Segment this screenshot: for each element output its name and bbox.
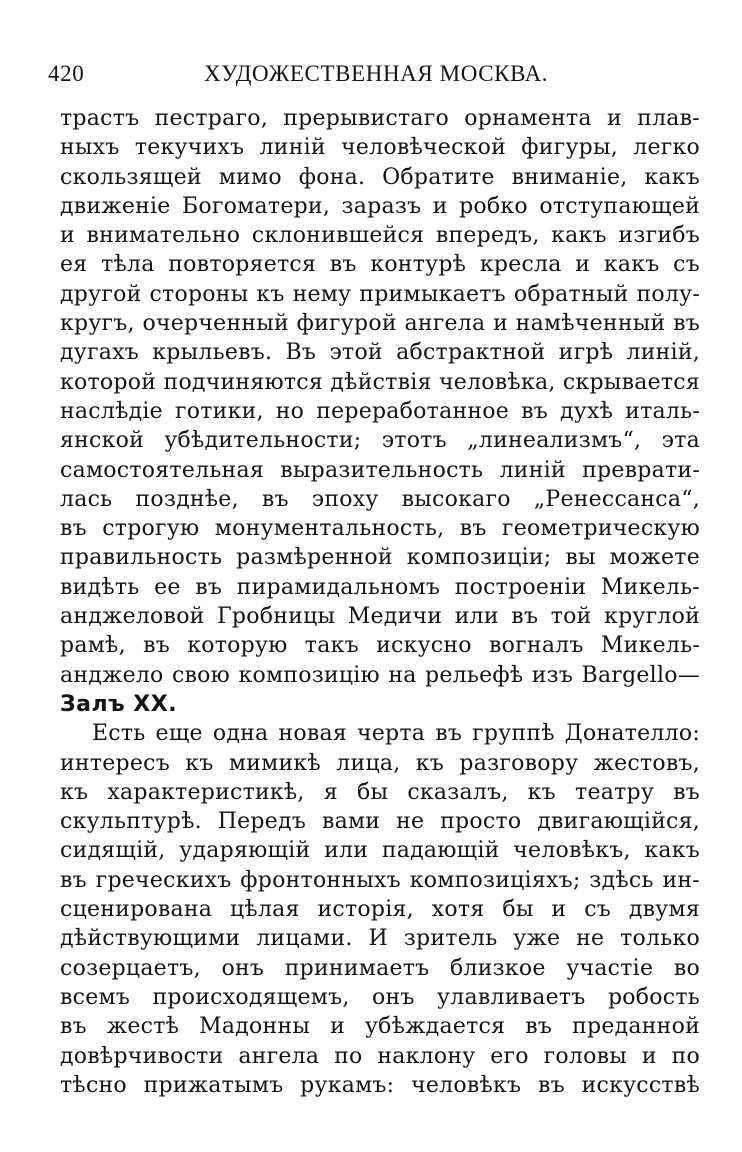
text-line: въ строгую монументальность, въ геометрическую (60, 516, 700, 542)
text-line: наслѣдіе готики, но переработанное въ духѣ италь- (60, 398, 700, 424)
hall-heading: Залъ XX. (60, 691, 178, 717)
text-line: къ характеристикѣ, я бы сказалъ, къ театру въ (60, 779, 700, 805)
text-line: другой стороны къ нему примыкаетъ обратный полу- (60, 281, 700, 307)
page-number: 420 (48, 61, 85, 86)
text-line: дѣйствующими лицами. И зритель уже не только (60, 926, 700, 952)
text-line: рамѣ, въ которую такъ искусно вогналъ Микель- (60, 633, 700, 659)
text-line: сценирована цѣлая исторія, хотя бы и съ двумя (60, 897, 700, 923)
text-line: дугахъ крыльевъ. Въ этой абстрактной игрѣ линій, (60, 340, 700, 366)
text-line: которой подчиняются дѣйствія человѣка, скрывается (60, 369, 700, 395)
text-line: въ греческихъ фронтонныхъ композиціяхъ; здѣсь ин- (60, 867, 700, 893)
text-line: скульптурѣ. Передъ вами не просто двигающійся, (60, 809, 700, 835)
text-line: янской убѣдительности; этотъ „линеализмъ“, эта (60, 428, 700, 454)
text-line: движеніе Богоматери, заразъ и робко отступающей (60, 193, 700, 219)
text-line: анджеловой Гробницы Медичи или въ той круглой (60, 604, 700, 630)
text-line: скользящей мимо фона. Обратите вниманіе, какъ (60, 164, 700, 190)
running-title: ХУДОЖЕСТВЕННАЯ МОСКВА. (204, 61, 549, 86)
text-line: видѣть ее въ пирамидальномъ построеніи Микель- (60, 574, 700, 600)
text-line: правильность размѣренной композиціи; вы можете (60, 545, 700, 571)
text-line: самостоятельная выразительность линій преврати- (60, 457, 700, 483)
text-line: трастъ пестраго, прерывистаго орнамента и плав- (60, 106, 700, 131)
text-line: и внимательно склонившейся впередъ, какъ изгибъ (60, 223, 700, 249)
text-line: всемъ происходящемъ, онъ улавливаетъ робость (60, 984, 700, 1010)
text-line: ныхъ текучихъ линій человѣческой фигуры, легко (60, 135, 700, 161)
body-text (60, 104, 700, 1100)
text-line: сидящій, ударяющій или падающій человѣкъ, какъ (60, 838, 700, 864)
text-line: интересъ къ мимикѣ лица, къ разговору жестовъ, (60, 750, 700, 776)
text-line: созерцаетъ, онъ принимаетъ близкое участіе во (60, 955, 700, 981)
text-line: въ жестѣ Мадонны и убѣждается въ преданной (60, 1014, 700, 1040)
text-line: ея тѣла повторяется въ контурѣ кресла и какъ съ (60, 252, 700, 278)
text-line: кругъ, очерченный фигурой ангела и намѣченный въ (60, 311, 700, 337)
text-line: лась позднѣе, въ эпоху высокаго „Ренессанса“, (60, 486, 700, 512)
text-line: Есть еще одна новая черта въ группѣ Донателло: (92, 721, 700, 747)
page-header (48, 54, 698, 94)
text-line: довѣрчивости ангела по наклону его головы и по (60, 1043, 700, 1069)
text-line: анджело свою композицію на рельефѣ изъ Bargello— (60, 662, 700, 688)
text-line: тѣсно прижатымъ рукамъ: человѣкъ въ искусствѣ (60, 1072, 700, 1098)
